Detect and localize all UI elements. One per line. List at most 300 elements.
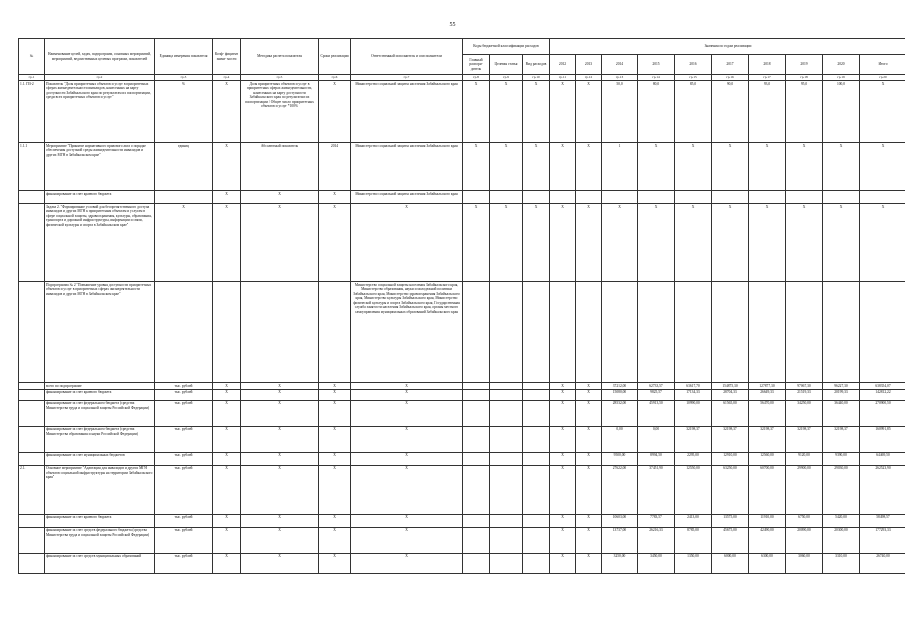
row-year-value: X: [550, 81, 576, 143]
row-year-value: 32198,37: [786, 426, 823, 452]
row-unit: тыс. рублей: [155, 452, 213, 465]
row-name: Мероприятие "Принятие нормативного правового акта о порядке обеспечения доступной среды жизнедеятельности инвалидов и других МГН в Забайкальском крае": [45, 143, 155, 191]
column-number: гр.11: [550, 75, 576, 81]
row-coef: X: [213, 143, 241, 191]
row-total: 177293,33: [860, 527, 905, 553]
row-budget-code: X: [490, 81, 523, 143]
row-year-value: X: [786, 143, 823, 191]
header-budget-codes: Коды бюджетной классификации расходов: [463, 39, 550, 55]
table-row: [19, 282, 905, 383]
row-year-value: X: [823, 204, 860, 282]
row-unit: тыс. рублей: [155, 389, 213, 400]
row-year-value: 97067,30: [786, 383, 823, 390]
row-year-value: [786, 191, 823, 204]
row-year-value: X: [675, 204, 712, 282]
row-method: X: [241, 204, 319, 282]
column-number: гр.5: [241, 75, 319, 81]
row-budget-code: X: [463, 143, 490, 191]
row-term: X: [319, 191, 351, 204]
row-name: финансирование за счет федерального бюджета (средства Министерства труда и социальной защиты Российской Федерации): [45, 400, 155, 426]
row-year-value: 100,0: [823, 81, 860, 143]
row-year-value: X: [749, 204, 786, 282]
row-responsible: X: [351, 465, 463, 514]
row-responsible: Министерство социальной защиты населения Забайкальского края, Министерство образования, науки и молодежной политики Забайкальского края, Министерство здравоохранения Забайкальского края, Министерство культуры Забайкальского края, Министерство физической культуры и спорта Забайкальского края, Государственная служба занятости населения Забайкальского края, органы местного самоуправления муниципальных образований Забайкальского края: [351, 282, 463, 383]
row-number: [19, 527, 45, 553]
row-method: X: [241, 452, 319, 465]
row-total: 64469,50: [860, 452, 905, 465]
row-budget-code: [490, 452, 523, 465]
row-term: X: [319, 465, 351, 514]
row-budget-code: X: [523, 204, 550, 282]
row-year-value: X: [550, 389, 576, 400]
row-year-value: 32198,37: [712, 426, 749, 452]
row-year-value: X: [638, 143, 675, 191]
row-year-value: 13737,00: [602, 527, 638, 553]
row-name: финансирование за счет краевого бюджета: [45, 389, 155, 400]
row-budget-code: [490, 383, 523, 390]
row-responsible: X: [351, 383, 463, 390]
row-number: [19, 514, 45, 527]
row-budget-code: X: [463, 81, 490, 143]
column-number: гр.15: [675, 75, 712, 81]
row-year-value: 10603,00: [602, 514, 638, 527]
row-year-value: 36440,00: [823, 400, 860, 426]
row-year-value: 61565,00: [712, 400, 749, 426]
row-year-value: 10990,00: [675, 400, 712, 426]
row-coef: X: [213, 452, 241, 465]
row-method: X: [241, 514, 319, 527]
row-budget-code: [490, 426, 523, 452]
row-year-value: 2295,00: [675, 452, 712, 465]
row-term: X: [319, 514, 351, 527]
row-number: [19, 553, 45, 573]
row-method: Доля приоритетных объектов и услуг в приоритетных сферах жизнедеятельности, нанесенных на карту доступности Забайкальского края по результатам их паспортизации / Общее число приоритетных объектов и услуг *100%: [241, 81, 319, 143]
row-year-value: 127877,30: [749, 383, 786, 390]
row-coef: X: [213, 553, 241, 573]
row-responsible: X: [351, 400, 463, 426]
row-budget-code: [490, 191, 523, 204]
row-year-value: [638, 282, 675, 383]
row-year-value: 2413,00: [675, 514, 712, 527]
row-coef: X: [213, 400, 241, 426]
row-name: Задача 2. "Формирование условий для беспрепятственного доступа инвалидов и других МГН к приоритетным объектам и услугам в сфере социальной защиты, здравоохранения, культуры, образования, транспорта и дорожной инфраструктуры, информации и связи, физической культуры и спорта в Забайкальском крае": [45, 204, 155, 282]
row-year-value: 62733,57: [638, 383, 675, 390]
row-year-value: [550, 282, 576, 383]
row-responsible: X: [351, 527, 463, 553]
header-year: 2014: [602, 55, 638, 75]
row-year-value: X: [749, 143, 786, 191]
row-year-value: X: [550, 527, 576, 553]
row-coef: X: [213, 204, 241, 282]
table-row: [19, 400, 905, 426]
table-row: [19, 389, 905, 400]
row-year-value: 34250,00: [786, 400, 823, 426]
row-year-value: 0,00: [638, 426, 675, 452]
header-year: 2020: [823, 55, 860, 75]
row-responsible: X: [351, 389, 463, 400]
row-year-value: 11910,00: [749, 514, 786, 527]
row-budget-code: [523, 282, 550, 383]
column-number: гр.12: [576, 75, 602, 81]
row-coef: X: [213, 465, 241, 514]
row-method: X: [241, 191, 319, 204]
row-year-value: X: [576, 383, 602, 390]
row-year-value: 32198,37: [675, 426, 712, 452]
row-year-value: X: [786, 204, 823, 282]
table-row: [19, 527, 905, 553]
row-name: финансирование за счет краевого бюджета: [45, 514, 155, 527]
row-name: финансирование за счет федерального бюджета (средства Министерства образования и науки Российской Федерации): [45, 426, 155, 452]
row-year-value: X: [638, 204, 675, 282]
row-budget-code: [463, 465, 490, 514]
row-budget-code: [463, 426, 490, 452]
row-year-value: 32198,37: [749, 426, 786, 452]
row-unit: тыс. рублей: [155, 514, 213, 527]
row-term: X: [319, 553, 351, 573]
row-year-value: 1: [602, 143, 638, 191]
row-name: Подпрограмма № 2 "Повышение уровня доступности приоритетных объектов и услуг в приоритетных сферах жизнедеятельности инвалидов и других МГН в Забайкальском крае": [45, 282, 155, 383]
row-year-value: [786, 282, 823, 383]
row-year-value: 80,0: [638, 81, 675, 143]
row-unit: тыс. рублей: [155, 465, 213, 514]
row-year-value: X: [550, 143, 576, 191]
row-year-value: [823, 282, 860, 383]
row-year-value: 15080,00: [602, 389, 638, 400]
header-year: 2012: [550, 55, 576, 75]
row-budget-code: [490, 282, 523, 383]
row-method: Абсолютный показатель: [241, 143, 319, 191]
row-year-value: [712, 282, 749, 383]
row-year-value: 90,0: [712, 81, 749, 143]
row-year-value: 13575,00: [712, 514, 749, 527]
column-number: гр.6: [319, 75, 351, 81]
row-year-value: X: [576, 204, 602, 282]
header-year: 2015: [638, 55, 675, 75]
row-total: X: [860, 204, 905, 282]
row-year-value: 9825,57: [638, 389, 675, 400]
header-budget-col: Главный распоря- дитель: [463, 55, 490, 75]
row-number: 2.1.: [19, 465, 45, 514]
row-year-value: X: [712, 204, 749, 282]
row-responsible: Министерство социальной защиты населения Забайкальского края: [351, 143, 463, 191]
row-budget-code: [523, 527, 550, 553]
header-year: 2019: [786, 55, 823, 75]
row-year-value: X: [576, 527, 602, 553]
table-row: [19, 81, 905, 143]
row-year-value: X: [712, 143, 749, 191]
row-method: [241, 282, 319, 383]
table-row: [19, 452, 905, 465]
row-year-value: [576, 282, 602, 383]
row-year-value: X: [550, 426, 576, 452]
row-responsible: X: [351, 514, 463, 527]
table-row: [19, 514, 905, 527]
row-budget-code: X: [523, 81, 550, 143]
row-year-value: 0,00: [602, 426, 638, 452]
row-year-value: X: [576, 514, 602, 527]
row-total: 142812,22: [860, 389, 905, 400]
table-row: [19, 204, 905, 282]
row-year-value: 21519,33: [786, 389, 823, 400]
row-number: [19, 204, 45, 282]
row-term: X: [319, 400, 351, 426]
row-budget-code: [463, 389, 490, 400]
row-year-value: 3450,00: [638, 553, 675, 573]
row-year-value: X: [550, 465, 576, 514]
row-total: 638354,07: [860, 383, 905, 390]
row-budget-code: [463, 383, 490, 390]
row-total: 58498,57: [860, 514, 905, 527]
row-number: [19, 400, 45, 426]
row-budget-code: X: [490, 204, 523, 282]
row-year-value: 6000,00: [712, 553, 749, 573]
row-term: X: [319, 81, 351, 143]
row-year-value: [823, 191, 860, 204]
row-year-value: X: [550, 514, 576, 527]
row-year-value: [712, 191, 749, 204]
table-header: [19, 39, 905, 75]
row-responsible: X: [351, 553, 463, 573]
column-number: гр.17: [749, 75, 786, 81]
row-budget-code: [463, 282, 490, 383]
row-year-value: 95,0: [786, 81, 823, 143]
row-term: X: [319, 452, 351, 465]
row-budget-code: [523, 514, 550, 527]
row-year-value: 63250,00: [712, 465, 749, 514]
row-year-value: 37212,00: [602, 383, 638, 390]
table-row: [19, 465, 905, 514]
row-term: X: [319, 389, 351, 400]
row-year-value: 20199,33: [823, 389, 860, 400]
row-budget-code: [490, 465, 523, 514]
table-row: [19, 191, 905, 204]
row-year-value: X: [550, 400, 576, 426]
row-total: [860, 191, 905, 204]
row-year-value: 154875,30: [712, 383, 749, 390]
table-row: [19, 553, 905, 573]
row-name: финансирование за счет средств муниципальных образований: [45, 553, 155, 573]
row-total: 262523,90: [860, 465, 905, 514]
row-coef: X: [213, 426, 241, 452]
row-year-value: 8785,00: [675, 527, 712, 553]
row-year-value: 6750,00: [786, 514, 823, 527]
row-number: 1.1.1: [19, 143, 45, 191]
row-method: X: [241, 389, 319, 400]
row-year-value: [749, 191, 786, 204]
row-year-value: [749, 282, 786, 383]
row-coef: X: [213, 527, 241, 553]
header-unit: Единица измерения показателя: [155, 39, 213, 75]
row-budget-code: [463, 514, 490, 527]
row-year-value: 7783,57: [638, 514, 675, 527]
row-unit: тыс. рублей: [155, 553, 213, 573]
column-number: гр.7: [351, 75, 463, 81]
row-name: финансирование за счет краевого бюджета: [45, 191, 155, 204]
header-method: Методика расчета показателя: [241, 39, 319, 75]
row-number: [19, 191, 45, 204]
row-budget-code: [490, 389, 523, 400]
row-budget-code: [463, 452, 490, 465]
row-term: X: [319, 426, 351, 452]
row-year-value: X: [576, 553, 602, 573]
row-year-value: 28532,00: [602, 400, 638, 426]
row-method: X: [241, 553, 319, 573]
row-year-value: X: [602, 204, 638, 282]
header-no: №: [19, 39, 45, 75]
row-year-value: X: [576, 452, 602, 465]
row-year-value: 26216,33: [638, 527, 675, 553]
row-number: [19, 452, 45, 465]
row-year-value: 63617,70: [675, 383, 712, 390]
column-number: гр.13: [602, 75, 638, 81]
row-budget-code: [523, 553, 550, 573]
column-number: гр.4: [213, 75, 241, 81]
row-year-value: 1350,00: [675, 553, 712, 573]
row-number: 1.1. ПЗ-2: [19, 81, 45, 143]
column-number: гр.8: [463, 75, 490, 81]
row-name: Показатель "Доля приоритетных объектов и услуг в приоритетных сферах жизнедеятельности инвалидов, нанесенных на карту доступности Забайкальского края по результатам их паспортизации, среди всех приоритетных объектов и услуг": [45, 81, 155, 143]
row-unit: тыс. рублей: [155, 400, 213, 426]
row-budget-code: [463, 400, 490, 426]
row-total: 270900,50: [860, 400, 905, 426]
row-budget-code: [463, 527, 490, 553]
column-number: гр.19: [823, 75, 860, 81]
row-year-value: 12560,00: [749, 452, 786, 465]
row-budget-code: [523, 400, 550, 426]
row-budget-code: [523, 389, 550, 400]
row-unit: [155, 282, 213, 383]
row-year-value: 12550,00: [675, 465, 712, 514]
row-responsible: X: [351, 426, 463, 452]
column-number: гр.10: [523, 75, 550, 81]
row-year-value: [576, 191, 602, 204]
column-number: гр.2: [45, 75, 155, 81]
row-term: X: [319, 383, 351, 390]
row-budget-code: X: [463, 204, 490, 282]
header-responsible: Ответственный исполнитель и соисполнители: [351, 39, 463, 75]
row-number: [19, 389, 45, 400]
header-total: Итого: [860, 55, 905, 75]
row-method: X: [241, 383, 319, 390]
row-year-value: X: [576, 143, 602, 191]
row-year-value: X: [550, 452, 576, 465]
row-total: X: [860, 143, 905, 191]
row-year-value: 45675,00: [712, 527, 749, 553]
row-year-value: 50,0: [602, 81, 638, 143]
row-year-value: 60700,00: [749, 465, 786, 514]
header-year: 2016: [675, 55, 712, 75]
row-coef: X: [213, 514, 241, 527]
row-year-value: X: [576, 465, 602, 514]
row-budget-code: [523, 191, 550, 204]
row-budget-code: [490, 527, 523, 553]
row-responsible: Министерство социальной защиты населения Забайкальского края: [351, 191, 463, 204]
row-term: [319, 282, 351, 383]
row-year-value: 3310,00: [823, 553, 860, 573]
row-coef: X: [213, 191, 241, 204]
row-year-value: X: [576, 400, 602, 426]
page-number: 55: [449, 22, 456, 28]
row-year-value: X: [576, 389, 602, 400]
row-year-value: [675, 191, 712, 204]
row-budget-code: [490, 400, 523, 426]
row-year-value: 20090,00: [786, 527, 823, 553]
row-year-value: 26649,33: [749, 389, 786, 400]
row-number: [19, 426, 45, 452]
row-method: X: [241, 527, 319, 553]
row-unit: тыс. рублей: [155, 383, 213, 390]
row-year-value: 9120,00: [786, 452, 823, 465]
header-coef: Коэф- фициент значи- мости: [213, 39, 241, 75]
row-unit: %: [155, 81, 213, 143]
row-coef: X: [213, 389, 241, 400]
row-year-value: 42490,00: [749, 527, 786, 553]
row-method: X: [241, 400, 319, 426]
row-term: X: [319, 527, 351, 553]
table-row: [19, 426, 905, 452]
column-number: гр.20: [860, 75, 905, 81]
row-budget-code: [523, 452, 550, 465]
header-year: 2018: [749, 55, 786, 75]
row-total: X: [860, 81, 905, 143]
row-year-value: [550, 191, 576, 204]
row-number: [19, 282, 45, 383]
row-total: 26740,00: [860, 553, 905, 573]
row-year-value: [638, 191, 675, 204]
row-year-value: X: [550, 383, 576, 390]
row-year-value: [602, 282, 638, 383]
row-year-value: 85,0: [675, 81, 712, 143]
column-number: гр.3: [155, 75, 213, 81]
row-year-value: 29030,00: [823, 465, 860, 514]
row-year-value: [675, 282, 712, 383]
row-year-value: X: [675, 143, 712, 191]
row-budget-code: [490, 514, 523, 527]
row-coef: X: [213, 81, 241, 143]
row-term: X: [319, 204, 351, 282]
row-coef: X: [213, 383, 241, 390]
header-budget-col: Целевая статья: [490, 55, 523, 75]
column-number: гр.18: [786, 75, 823, 81]
row-unit: единиц: [155, 143, 213, 191]
row-budget-code: X: [523, 143, 550, 191]
row-year-value: 8994,50: [638, 452, 675, 465]
row-year-value: 3060,00: [786, 553, 823, 573]
row-budget-code: [523, 426, 550, 452]
header-values: Значения по годам реализации: [550, 39, 905, 55]
row-unit: тыс. рублей: [155, 426, 213, 452]
header-year: 2017: [712, 55, 749, 75]
row-year-value: 93,0: [749, 81, 786, 143]
row-year-value: X: [550, 204, 576, 282]
row-name: финансирование за счет средств федерального бюджета (средства Министерства труда и социальной защиты Российской Федерации): [45, 527, 155, 553]
row-responsible: X: [351, 452, 463, 465]
row-responsible: X: [351, 204, 463, 282]
row-year-value: X: [823, 143, 860, 191]
row-name: финансирование за счет муниципальных бюджетов: [45, 452, 155, 465]
row-unit: X: [155, 204, 213, 282]
row-year-value: 6300,00: [749, 553, 786, 573]
table-body: [19, 75, 905, 574]
column-number: гр.9: [490, 75, 523, 81]
row-budget-code: [523, 383, 550, 390]
header-term: Сроки реализации: [319, 39, 351, 75]
row-budget-code: [523, 465, 550, 514]
row-year-value: 28704,33: [712, 389, 749, 400]
row-budget-code: X: [490, 143, 523, 191]
row-year-value: 27622,00: [602, 465, 638, 514]
row-name: Основное мероприятие "Адаптация для инвалидов и других МГН объектов социальной инфраструктуры на территории Забайкальского края": [45, 465, 155, 514]
